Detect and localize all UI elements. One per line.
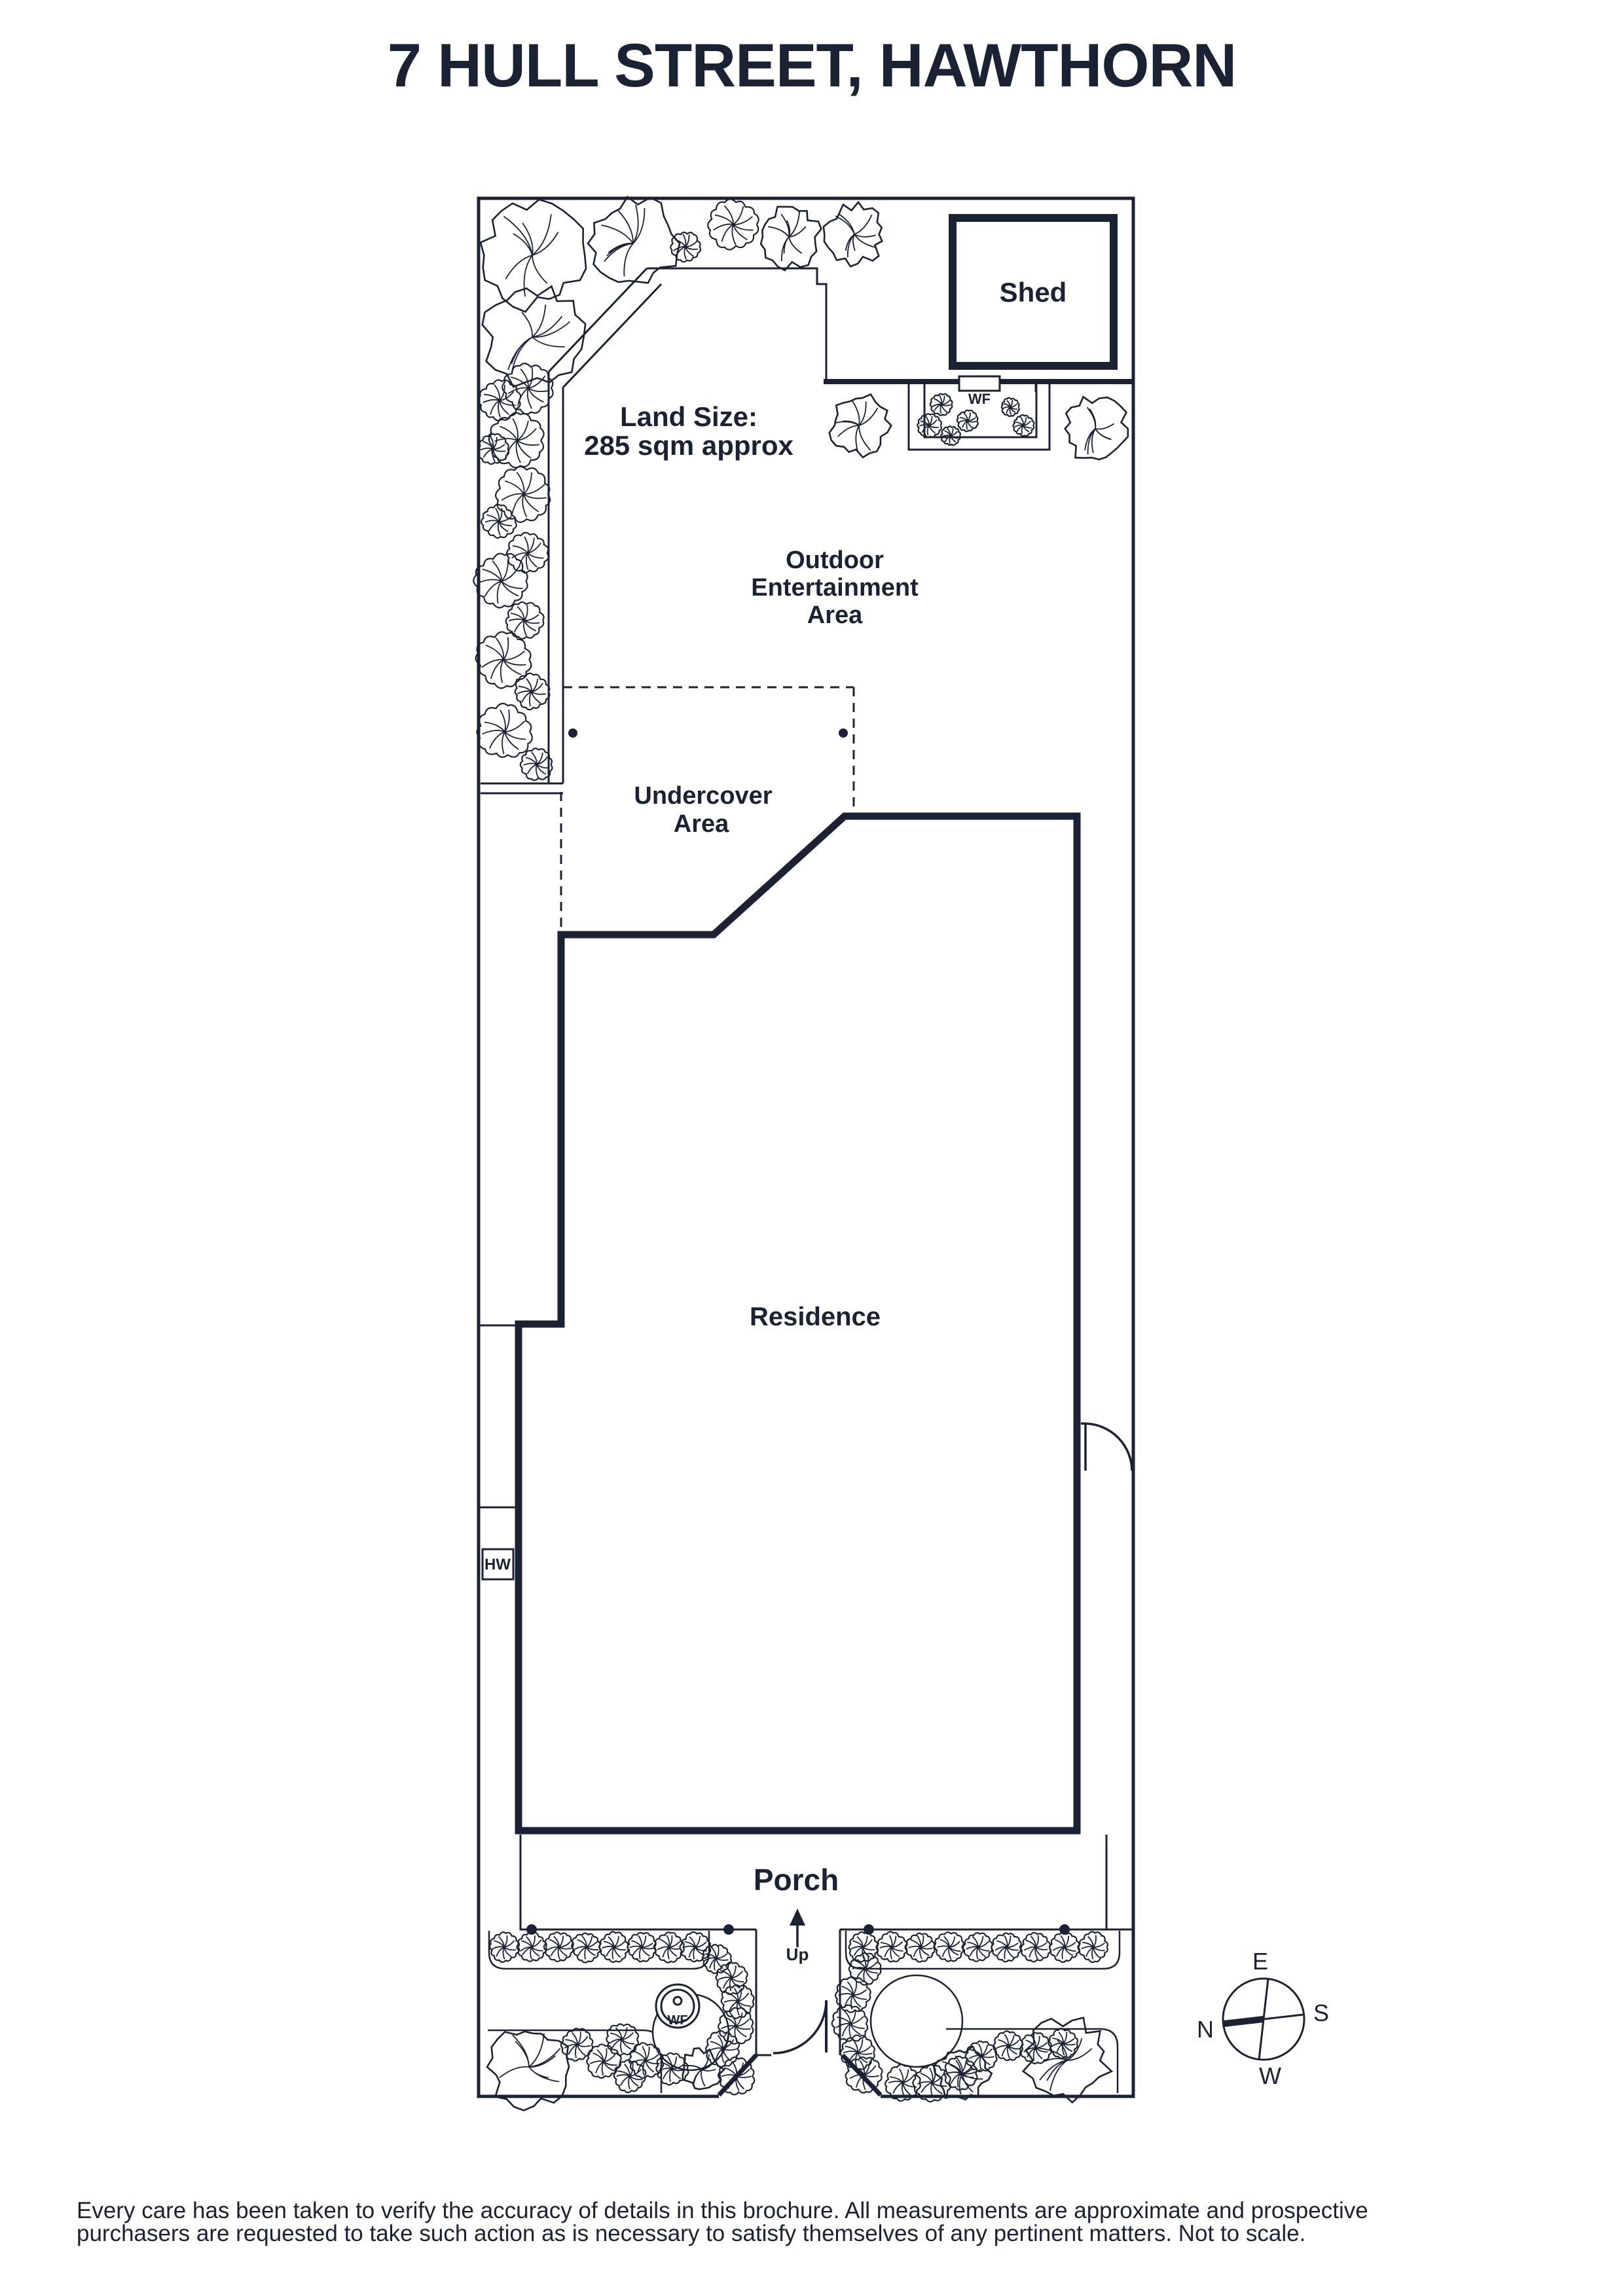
undercover-posts: [568, 728, 848, 738]
page-title: 7 HULL STREET, HAWTHORN: [387, 31, 1237, 99]
disclaimer-line2: purchasers are requested to take such action as is necessary to satisfy themselves of any pertinent matters. Not to scale.: [77, 2221, 1306, 2246]
disclaimer-line1: Every care has been taken to verify the accuracy of details in this brochure. All measurements are approximate and prospective: [77, 2198, 1368, 2223]
residence-label: Residence: [749, 1302, 881, 1331]
site-boundary: [479, 198, 1133, 2096]
outdoor-area-line2: Entertainment: [751, 574, 919, 601]
compass-rose: [1223, 1979, 1304, 2060]
side-gate-swing: [1081, 1424, 1132, 1471]
up-arrow: [790, 1909, 805, 1947]
side-fence-ticks: [480, 1325, 515, 1507]
up-label: Up: [786, 1945, 809, 1964]
water-feature-circle-label: WF: [667, 2013, 688, 2028]
trees-and-shrubs-layer: [473, 197, 1127, 2111]
undercover-area-line2: Area: [673, 810, 729, 838]
porch-label: Porch: [753, 1863, 839, 1897]
undercover-area-line1: Undercover: [634, 782, 773, 810]
compass-north-label: N: [1197, 2016, 1214, 2043]
land-size-line2: 285 sqm approx: [584, 430, 793, 461]
outdoor-area-line1: Outdoor: [786, 547, 884, 574]
compass-west-label: W: [1259, 2062, 1281, 2089]
hot-water-label: HW: [484, 1556, 511, 1573]
outdoor-area-line3: Area: [807, 601, 863, 629]
water-feature-bed: [909, 376, 1049, 450]
water-feature-bed-label: WF: [968, 391, 991, 407]
compass-east-label: E: [1252, 1948, 1269, 1975]
front-gate: [719, 2000, 881, 2095]
land-size-line1: Land Size:: [619, 401, 758, 432]
shed-label: Shed: [999, 277, 1067, 308]
compass-south-label: S: [1313, 2000, 1330, 2026]
rear-garden-bed-edges: [481, 268, 826, 793]
